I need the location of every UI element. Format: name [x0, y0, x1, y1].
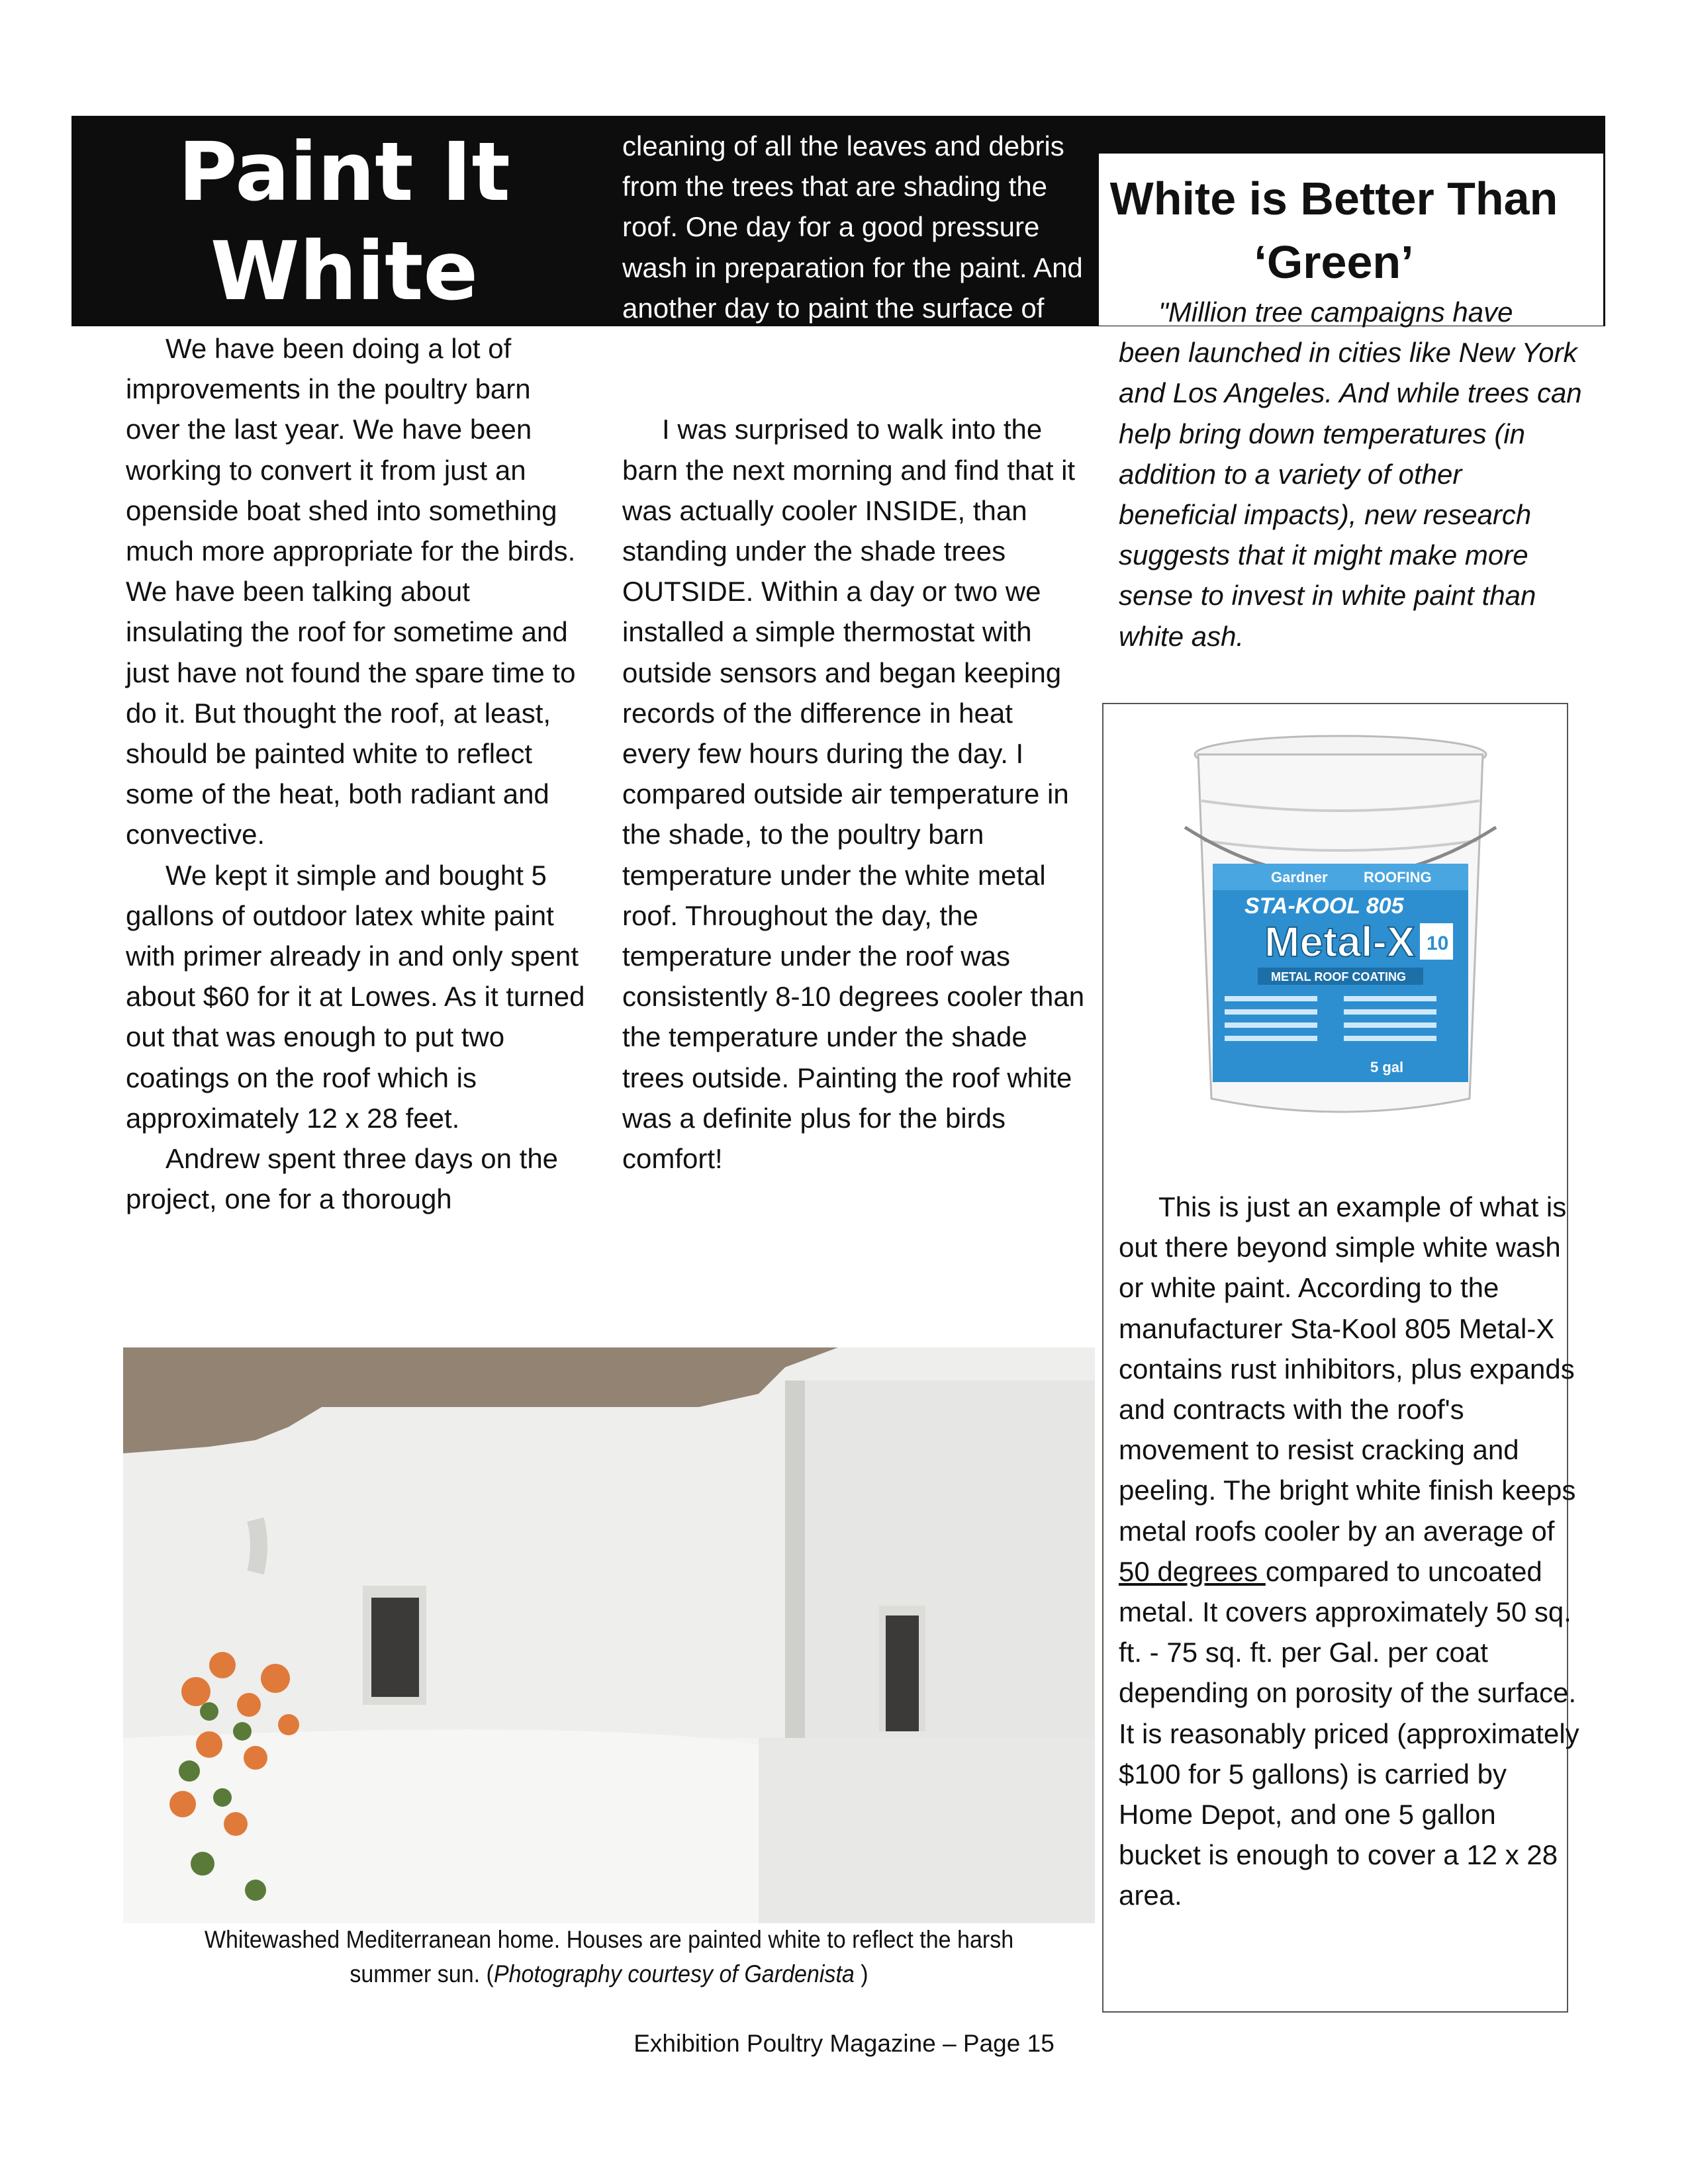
- product-text: This is just an example of what is out there beyond simple white wash or white paint. According to the manufacturer Sta-Kool 805 Metal-X contains rust inhibitors, plus expands and contracts with the roof's movement to resist cracking and peeling. The bright white finish keeps metal roofs cooler by an average of: [1119, 1191, 1576, 1547]
- page-footer: Exhibition Poultry Magazine – Page 15: [633, 2030, 1055, 2057]
- label-category: ROOFING: [1364, 869, 1432, 886]
- quote-text: "Million tree campaigns have been launched in cities like New York and Los Angeles. And while trees can help bring down temperatures (in addition to a variety of other beneficial impacts), new research suggests that it might make more sense to invest in white paint than white ash.: [1119, 296, 1582, 652]
- product-link[interactable]: 50 degrees: [1119, 1555, 1266, 1587]
- label-name: Metal-X: [1264, 918, 1415, 966]
- sidebar-title: [1105, 167, 1562, 294]
- caption-end: ): [861, 1960, 868, 1987]
- label-brand: Gardner: [1271, 869, 1328, 886]
- mediterranean-house-photo: [123, 1347, 1095, 1923]
- paragraph: cleaning of all the leaves and debris from the trees that are shading the roof. One day for a good pressure wash in preparation for the paint. And another day to paint the surface of the metal roof with one coat of the white paint.: [622, 130, 1083, 405]
- title-line-1: Paint It: [178, 125, 510, 219]
- paragraph: We kept it simple and bought 5 gallons of outdoor latex white paint with primer already in and only spent about $60 for it at Lowes. As it turned out that was enough to put two coatings on the roof which is approximately 12 x 28 feet.: [126, 859, 585, 1134]
- title-line-2: White: [210, 224, 479, 318]
- paragraph: [1119, 1187, 1582, 1916]
- caption-credit: Photography courtesy of Gardenista: [493, 1960, 861, 1987]
- sidebar-title-line-1: White is Better Than: [1109, 173, 1558, 224]
- article-column-1: [126, 328, 589, 1219]
- label-subtitle: METAL ROOF COATING: [1271, 970, 1406, 983]
- paragraph: We have been doing a lot of improvements in the poultry barn over the last year. We have been working to convert it from just an openside boat shed into something much more appropriate for the birds. We have been talking about insulating the roof for sometime and just have not found the spare time to do it. But thought the roof, at least, should be painted white to reflect some of the heat, both radiant and convective.: [126, 333, 576, 850]
- sidebar-quote: [1119, 292, 1582, 657]
- article-column-2: [622, 126, 1086, 1179]
- product-text: compared to uncoated metal. It covers approximately 50 sq. ft. - 75 sq. ft. per Gal. per coat depending on porosity of the surface. It is reasonably priced (approximately $100 for 5 gallons) is carried by Home Depot, and one 5 gallon bucket is enough to cover a 12 x 28 area.: [1119, 1555, 1579, 1911]
- label-years: 10: [1427, 933, 1449, 954]
- paragraph: Andrew spent three days on the project, one for a thorough: [126, 1143, 559, 1215]
- sidebar-title-line-2: ‘Green’: [1254, 236, 1414, 288]
- label-product: STA-KOOL 805: [1244, 893, 1404, 919]
- label-volume: 5 gal: [1370, 1059, 1404, 1075]
- page-title: [113, 122, 576, 321]
- paint-bucket-image: [1172, 728, 1509, 1125]
- paragraph: I was surprised to walk into the barn the next morning and find that it was actually cooler INSIDE, than standing under the shade trees OUTSIDE. Within a day or two we installed a simple thermostat with outside sensors and began keeping records of the difference in heat every few hours during the day. I compared outside air temperature in the shade, to the poultry barn temperature under the white metal roof. Throughout the day, the temperature under the roof was consistently 8-10 degrees cooler than the temperature under the shade trees outside. Painting the roof white was a definite plus for the birds comfort!: [622, 414, 1085, 1175]
- caption-text: Whitewashed Mediterranean home. Houses are painted white to reflect the harsh summer sun. (: [204, 1926, 1014, 1987]
- product-description: [1119, 1187, 1582, 1916]
- photo-caption: [162, 1923, 1056, 1991]
